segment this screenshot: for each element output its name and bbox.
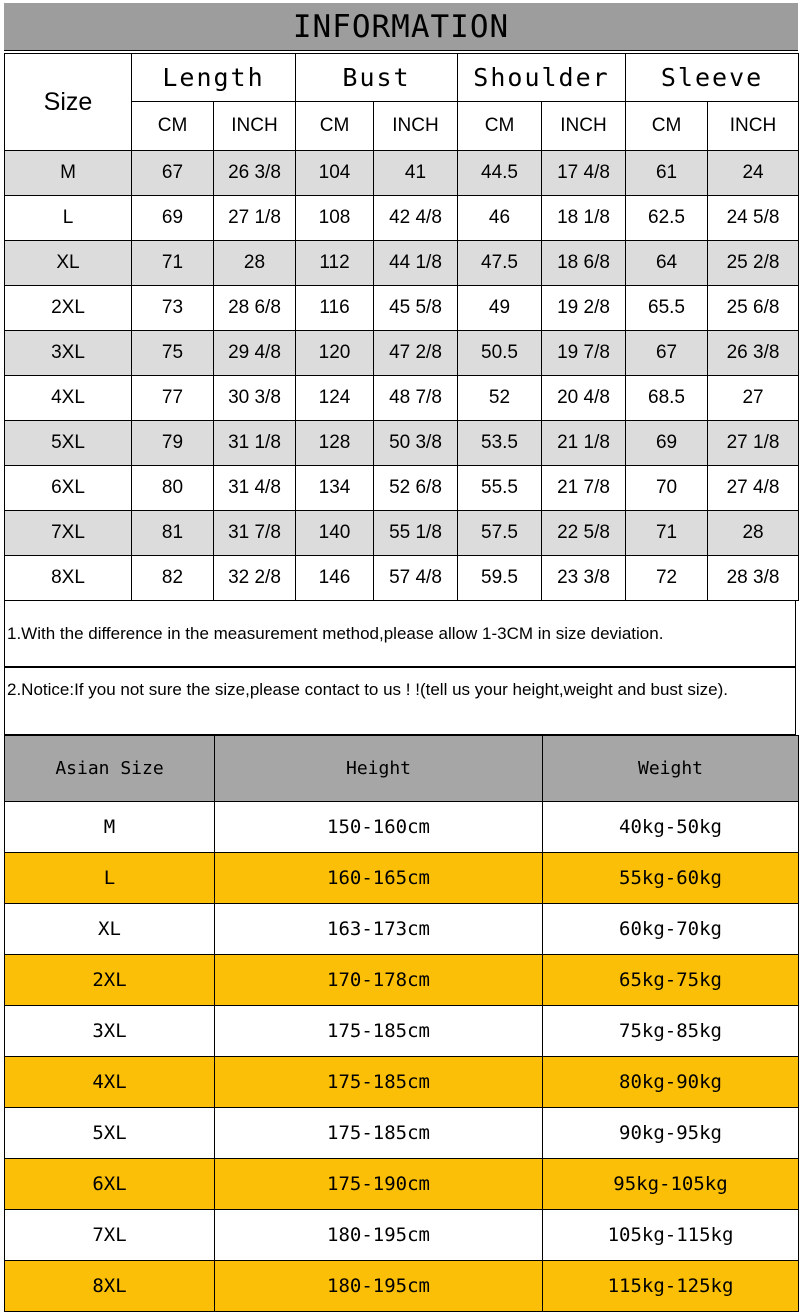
- unit-header: CM: [132, 102, 214, 151]
- size-label-cell: 5XL: [5, 421, 132, 466]
- measurement-cell: 62.5: [626, 196, 708, 241]
- measurement-cell: 23 3/8: [542, 556, 626, 601]
- measurement-cell: 79: [132, 421, 214, 466]
- table-row: [5, 331, 799, 376]
- table-row: [5, 1210, 799, 1261]
- measurement-cell: 18 1/8: [542, 196, 626, 241]
- measurement-cell: 81: [132, 511, 214, 556]
- measurement-cell: 72: [626, 556, 708, 601]
- measurement-cell: 64: [626, 241, 708, 286]
- measurement-cell: 49: [458, 286, 542, 331]
- measurement-cell: 120: [296, 331, 374, 376]
- unit-header: CM: [458, 102, 542, 151]
- weight-cell: 60kg-70kg: [543, 904, 799, 955]
- size-label-cell: 6XL: [5, 466, 132, 511]
- table-row: [5, 511, 799, 556]
- asian-size-cell: 7XL: [5, 1210, 215, 1261]
- measurement-cell: 59.5: [458, 556, 542, 601]
- weight-cell: 90kg-95kg: [543, 1108, 799, 1159]
- size-label-cell: 4XL: [5, 376, 132, 421]
- height-cell: 163-173cm: [215, 904, 543, 955]
- table-row: [5, 286, 799, 331]
- weight-cell: 75kg-85kg: [543, 1006, 799, 1057]
- measurement-cell: 28 6/8: [214, 286, 296, 331]
- measurement-cell: 17 4/8: [542, 151, 626, 196]
- table-row: [5, 1057, 799, 1108]
- sleeve-header: Sleeve: [626, 54, 799, 102]
- height-cell: 175-185cm: [215, 1057, 543, 1108]
- height-header: Height: [215, 736, 543, 802]
- measurement-cell: 28 3/8: [708, 556, 799, 601]
- measurement-cell: 124: [296, 376, 374, 421]
- height-cell: 180-195cm: [215, 1261, 543, 1312]
- measurement-cell: 61: [626, 151, 708, 196]
- measurement-cell: 68.5: [626, 376, 708, 421]
- measurement-cell: 57 4/8: [374, 556, 458, 601]
- measurement-cell: 53.5: [458, 421, 542, 466]
- note-size-deviation: 1.With the difference in the measurement method,please allow 1-3CM in size deviation.: [4, 601, 796, 667]
- asian-size-cell: M: [5, 802, 215, 853]
- unit-header: CM: [296, 102, 374, 151]
- table-row: [5, 151, 799, 196]
- measurement-cell: 75: [132, 331, 214, 376]
- length-header: Length: [132, 54, 296, 102]
- measurement-cell: 70: [626, 466, 708, 511]
- table-row: [5, 904, 799, 955]
- size-label-cell: 2XL: [5, 286, 132, 331]
- size-table-group-header: [5, 54, 799, 102]
- unit-header: INCH: [374, 102, 458, 151]
- size-table: [4, 53, 799, 601]
- unit-header: INCH: [708, 102, 799, 151]
- asian-size-cell: XL: [5, 904, 215, 955]
- unit-header: INCH: [214, 102, 296, 151]
- weight-header: Weight: [543, 736, 799, 802]
- measurement-cell: 42 4/8: [374, 196, 458, 241]
- measurement-cell: 71: [132, 241, 214, 286]
- asian-size-cell: 2XL: [5, 955, 215, 1006]
- measurement-cell: 41: [374, 151, 458, 196]
- bust-header: Bust: [296, 54, 458, 102]
- measurement-cell: 26 3/8: [214, 151, 296, 196]
- height-cell: 160-165cm: [215, 853, 543, 904]
- measurement-cell: 73: [132, 286, 214, 331]
- measurement-cell: 30 3/8: [214, 376, 296, 421]
- size-chart-page: [4, 3, 798, 1313]
- table-row: [5, 196, 799, 241]
- measurement-cell: 27 1/8: [214, 196, 296, 241]
- measurement-cell: 146: [296, 556, 374, 601]
- measurement-cell: 67: [626, 331, 708, 376]
- measurement-cell: 140: [296, 511, 374, 556]
- measurement-cell: 134: [296, 466, 374, 511]
- size-label-cell: 8XL: [5, 556, 132, 601]
- note-contact-us: 2.Notice:If you not sure the size,please contact to us ! !(tell us your height,weight and bust size).: [4, 667, 796, 735]
- height-cell: 150-160cm: [215, 802, 543, 853]
- measurement-cell: 69: [626, 421, 708, 466]
- measurement-cell: 19 2/8: [542, 286, 626, 331]
- measurement-cell: 22 5/8: [542, 511, 626, 556]
- table-row: [5, 421, 799, 466]
- measurement-cell: 65.5: [626, 286, 708, 331]
- measurement-cell: 52: [458, 376, 542, 421]
- page-title: INFORMATION: [4, 3, 798, 51]
- measurement-cell: 82: [132, 556, 214, 601]
- measurement-cell: 55.5: [458, 466, 542, 511]
- measurement-cell: 31 7/8: [214, 511, 296, 556]
- measurement-cell: 104: [296, 151, 374, 196]
- measurement-cell: 25 2/8: [708, 241, 799, 286]
- weight-cell: 40kg-50kg: [543, 802, 799, 853]
- weight-cell: 80kg-90kg: [543, 1057, 799, 1108]
- table-row: [5, 1108, 799, 1159]
- table-row: [5, 1159, 799, 1210]
- asian-size-cell: 4XL: [5, 1057, 215, 1108]
- measurement-cell: 112: [296, 241, 374, 286]
- measurement-cell: 46: [458, 196, 542, 241]
- size-column-header: Size: [5, 54, 132, 151]
- weight-cell: 115kg-125kg: [543, 1261, 799, 1312]
- asian-size-cell: 5XL: [5, 1108, 215, 1159]
- asian-size-cell: 3XL: [5, 1006, 215, 1057]
- measurement-cell: 48 7/8: [374, 376, 458, 421]
- measurement-cell: 108: [296, 196, 374, 241]
- asian-table-header: [5, 736, 799, 802]
- asian-size-cell: 6XL: [5, 1159, 215, 1210]
- measurement-cell: 128: [296, 421, 374, 466]
- measurement-cell: 20 4/8: [542, 376, 626, 421]
- table-row: [5, 955, 799, 1006]
- measurement-cell: 31 1/8: [214, 421, 296, 466]
- unit-header: CM: [626, 102, 708, 151]
- measurement-cell: 31 4/8: [214, 466, 296, 511]
- height-cell: 175-185cm: [215, 1108, 543, 1159]
- measurement-cell: 28: [708, 511, 799, 556]
- asian-size-table: [4, 735, 799, 1312]
- measurement-cell: 69: [132, 196, 214, 241]
- asian-size-cell: L: [5, 853, 215, 904]
- table-row: [5, 466, 799, 511]
- height-cell: 170-178cm: [215, 955, 543, 1006]
- measurement-cell: 25 6/8: [708, 286, 799, 331]
- measurement-cell: 19 7/8: [542, 331, 626, 376]
- measurement-cell: 71: [626, 511, 708, 556]
- size-label-cell: 3XL: [5, 331, 132, 376]
- weight-cell: 95kg-105kg: [543, 1159, 799, 1210]
- measurement-cell: 32 2/8: [214, 556, 296, 601]
- weight-cell: 55kg-60kg: [543, 853, 799, 904]
- measurement-cell: 47.5: [458, 241, 542, 286]
- table-row: [5, 802, 799, 853]
- measurement-cell: 27: [708, 376, 799, 421]
- measurement-cell: 29 4/8: [214, 331, 296, 376]
- measurement-cell: 24: [708, 151, 799, 196]
- table-row: [5, 241, 799, 286]
- shoulder-header: Shoulder: [458, 54, 626, 102]
- measurement-cell: 57.5: [458, 511, 542, 556]
- table-row: [5, 1261, 799, 1312]
- height-cell: 175-185cm: [215, 1006, 543, 1057]
- measurement-cell: 21 7/8: [542, 466, 626, 511]
- measurement-cell: 47 2/8: [374, 331, 458, 376]
- asian-size-header: Asian Size: [5, 736, 215, 802]
- table-row: [5, 376, 799, 421]
- measurement-cell: 24 5/8: [708, 196, 799, 241]
- size-label-cell: M: [5, 151, 132, 196]
- size-label-cell: L: [5, 196, 132, 241]
- size-label-cell: XL: [5, 241, 132, 286]
- table-row: [5, 853, 799, 904]
- measurement-cell: 44 1/8: [374, 241, 458, 286]
- measurement-cell: 67: [132, 151, 214, 196]
- size-label-cell: 7XL: [5, 511, 132, 556]
- height-cell: 175-190cm: [215, 1159, 543, 1210]
- weight-cell: 105kg-115kg: [543, 1210, 799, 1261]
- measurement-cell: 50 3/8: [374, 421, 458, 466]
- measurement-cell: 27 4/8: [708, 466, 799, 511]
- measurement-cell: 52 6/8: [374, 466, 458, 511]
- measurement-cell: 116: [296, 286, 374, 331]
- measurement-cell: 26 3/8: [708, 331, 799, 376]
- measurement-cell: 27 1/8: [708, 421, 799, 466]
- measurement-cell: 18 6/8: [542, 241, 626, 286]
- asian-size-cell: 8XL: [5, 1261, 215, 1312]
- measurement-cell: 44.5: [458, 151, 542, 196]
- measurement-cell: 80: [132, 466, 214, 511]
- table-row: [5, 556, 799, 601]
- measurement-cell: 55 1/8: [374, 511, 458, 556]
- weight-cell: 65kg-75kg: [543, 955, 799, 1006]
- height-cell: 180-195cm: [215, 1210, 543, 1261]
- measurement-cell: 50.5: [458, 331, 542, 376]
- measurement-cell: 77: [132, 376, 214, 421]
- measurement-cell: 45 5/8: [374, 286, 458, 331]
- table-row: [5, 1006, 799, 1057]
- measurement-cell: 28: [214, 241, 296, 286]
- unit-header: INCH: [542, 102, 626, 151]
- measurement-cell: 21 1/8: [542, 421, 626, 466]
